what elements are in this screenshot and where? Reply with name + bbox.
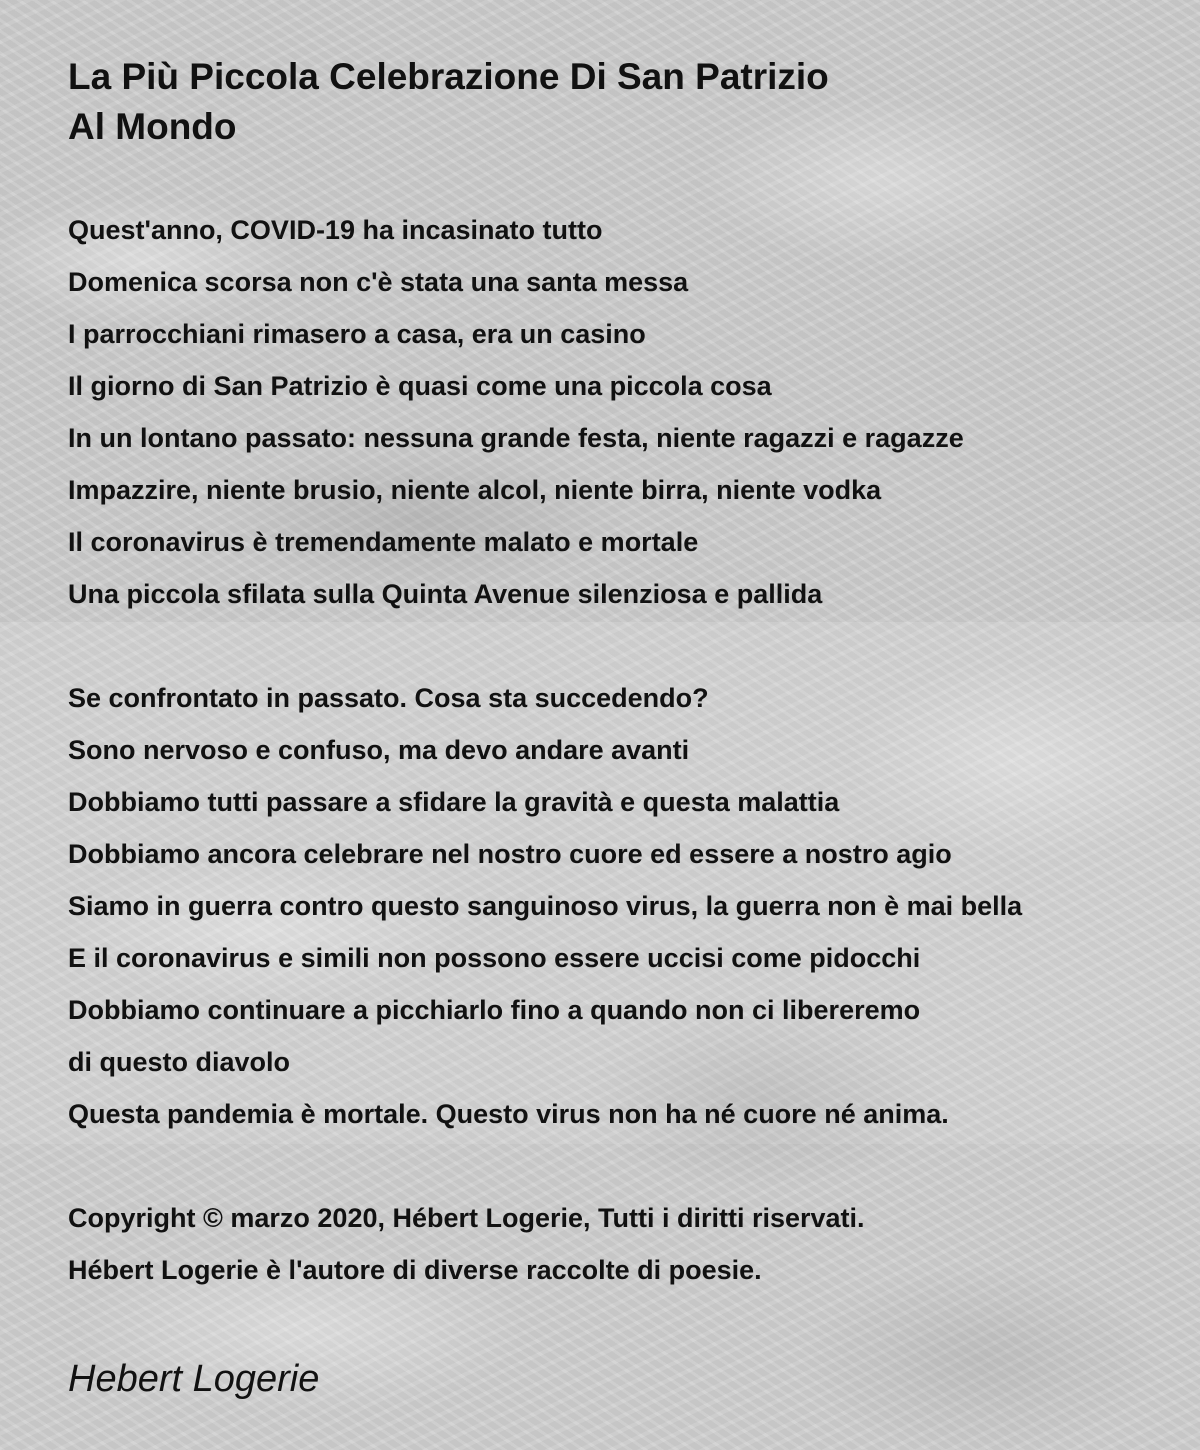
poem-line: Sono nervoso e confuso, ma devo andare avanti [68,735,690,765]
poem-content [68,52,1200,1404]
poem-line: Dobbiamo ancora celebrare nel nostro cuore ed essere a nostro agio [68,839,952,869]
poem-line: Il giorno di San Patrizio è quasi come una piccola cosa [68,371,772,401]
poem-line: Siamo in guerra contro questo sanguinoso virus, la guerra non è mai bella [68,891,1023,921]
poem-line: E il coronavirus e simili non possono essere uccisi come pidocchi [68,943,921,973]
copyright-notice: Copyright © marzo 2020, Hébert Logerie, Tutti i diritti riservati. [68,1203,865,1233]
poem-title-line-1: La Più Piccola Celebrazione Di San Patrizio [68,56,829,97]
poem-line: In un lontano passato: nessuna grande festa, niente ragazzi e ragazze [68,423,964,453]
poem-line: I parrocchiani rimasero a casa, era un casino [68,319,646,349]
poem-title-line-2: Al Mondo [68,106,237,147]
poem-line: Dobbiamo tutti passare a sfidare la gravità e questa malattia [68,787,840,817]
poem-line: Il coronavirus è tremendamente malato e mortale [68,527,699,557]
poem-line: Domenica scorsa non c'è stata una santa messa [68,267,689,297]
author-note: Hébert Logerie è l'autore di diverse raccolte di poesie. [68,1255,762,1285]
poem-line: Impazzire, niente brusio, niente alcol, niente birra, niente vodka [68,475,882,505]
stanza-2 [68,672,1200,1140]
poem-title [68,52,1200,152]
stanza-1 [68,204,1200,620]
poem-line: Se confrontato in passato. Cosa sta succedendo? [68,683,709,713]
poem-line: di questo diavolo [68,1047,291,1077]
poem-line: Una piccola sfilata sulla Quinta Avenue silenziosa e pallida [68,579,823,609]
poem-line: Quest'anno, COVID-19 ha incasinato tutto [68,215,603,245]
author-name: Hebert Logerie [68,1358,320,1400]
poem-footer-notes [68,1192,1200,1296]
poem-line: Questa pandemia è mortale. Questo virus non ha né cuore né anima. [68,1099,949,1129]
poem-line: Dobbiamo continuare a picchiarlo fino a quando non ci libereremo [68,995,921,1025]
